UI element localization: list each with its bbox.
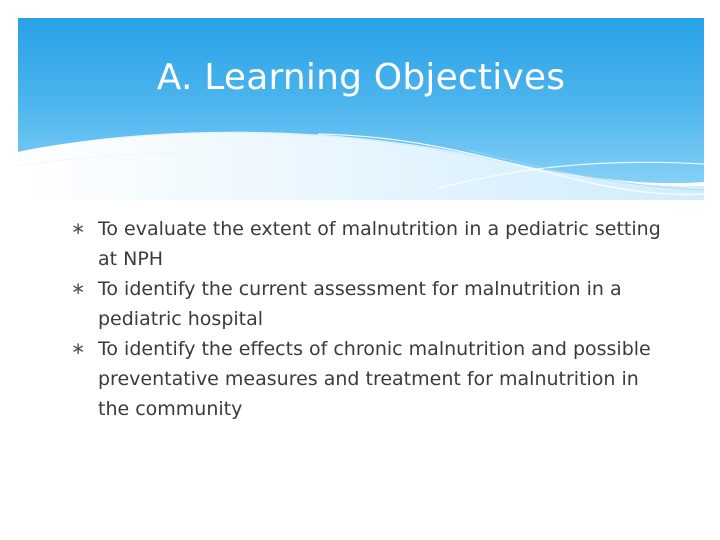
slide-title: A. Learning Objectives (156, 57, 566, 98)
bullet-asterisk-icon: ∗ (71, 219, 86, 239)
list-item-text: To identify the effects of chronic malnutrition and possible preventative measures and treatment for malnutrition in the community (98, 338, 651, 420)
header-band (18, 18, 704, 200)
list-item (71, 274, 661, 334)
list-item-text: To identify the current assessment for malnutrition in a pediatric hospital (98, 278, 622, 330)
header-wave-graphic (18, 18, 704, 200)
list-item (71, 334, 661, 424)
bullet-asterisk-icon: ∗ (71, 339, 86, 359)
objectives-list (71, 214, 661, 424)
list-item-text: To evaluate the extent of malnutrition in a pediatric setting at NPH (98, 218, 661, 270)
bullet-asterisk-icon: ∗ (71, 279, 86, 299)
list-item (71, 214, 661, 274)
